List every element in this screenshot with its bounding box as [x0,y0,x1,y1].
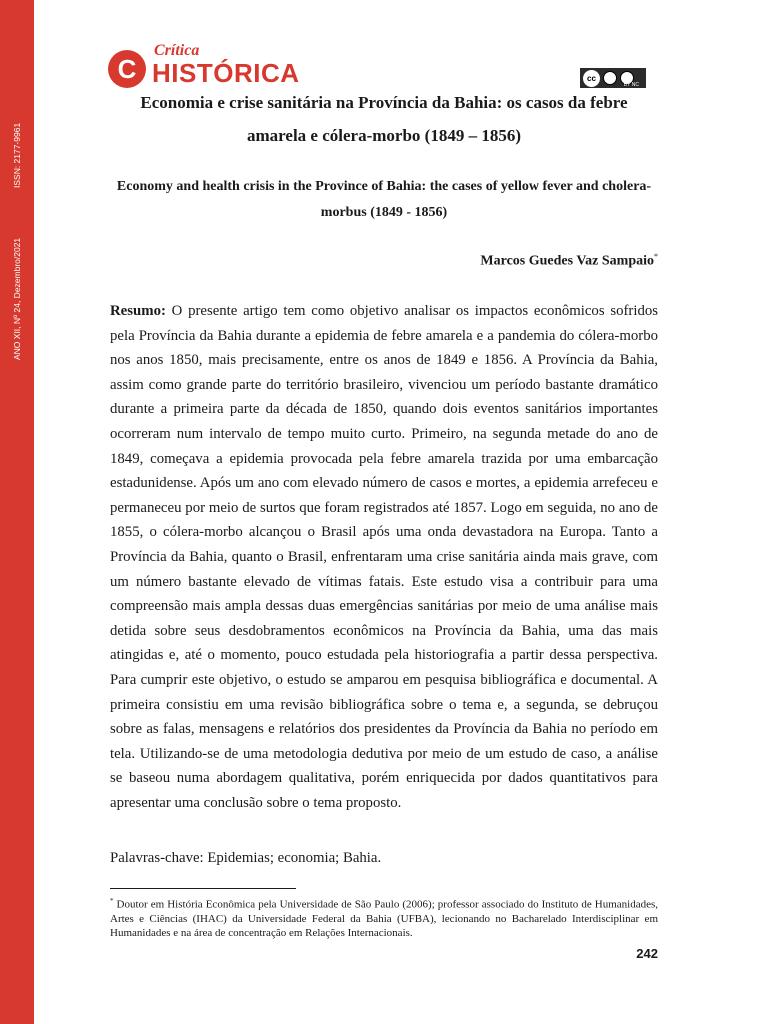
author-name-text: Marcos Guedes Vaz Sampaio [480,253,654,269]
article-title-english: Economy and health crisis in the Province of Bahia: the cases of yellow fever and cholera-morbus (1849 - 1856) [116,179,652,220]
creative-commons-icon [580,68,646,88]
keywords: Palavras-chave: Epidemias; economia; Bahia. [110,850,382,866]
abstract-label: Resumo: [110,303,166,319]
page-number: 242 [636,946,658,961]
abstract [110,299,658,815]
article-title-portuguese: Economia e crise sanitária na Província da Bahia: os casos da febre amarela e cólera-morbo (1849 – 1856) [140,93,628,145]
by-person-icon [603,71,617,85]
author-footnote-mark: * [654,252,658,261]
abstract-text: O presente artigo tem como objetivo analisar os impactos econômicos sofridos pela Província da Bahia durante a epidemia de febre amarela e a pandemia do cólera-morbo nos anos 1850, mais precisamente, entre os anos de 1849 e 1856. A Província da Bahia, assim como grande parte do território brasileiro, vivenciou um período bastante dramático durante a primeira parte da década de 1850, quando dois eventos sanitários importantes ocorreram num intervalo de tempo muito curto. Primeiro, na segunda metade do ano de 1849, começava a epidemia provocada pela febre amarela trazida por uma embarcação estadunidense. Após um ano com elevado número de casos e mortes, a epidemia arrefeceu e permaneceu por meio de surtos que foram registrados até 1857. Logo em seguida, no ano de 1855, o cólera-morbo alcançou o Brasil após uma onda devastadora na Europa. Tanto a Província da Bahia, quanto o Brasil, enfrentaram uma crise sanitária ainda mais grave, com um número bastante elevado de vítimas fatais. Este estudo visa a contribuir para uma compreensão mais ampla dessas duas emergências sanitárias por meio de uma análise mais detida sobre seus desdobramentos econômicos na Província da Bahia, uma das mais atingidas e, até o momento, pouco estudada pela historiografia a partir dessa perspectiva. Para cumprir este objetivo, o estudo se amparou em pesquisa bibliográfica e documental. A primeira consistiu em uma revisão bibliográfica sobre o tema e, a segunda, se debruçou sobre as falas, mensagens e relatórios dos presidentes da Província da Bahia no período em tela. Utilizando-se de uma metodologia dedutiva por meio de um estudo de caso, a análise se baseou numa abordagem qualitativa, porém enriquecida por dados quantitativos para apresentar uma conclusão sobre o tema proposto. [110,303,658,811]
logo-badge-icon: C [108,50,146,88]
author-name [480,252,658,270]
logo-script-text: Crítica [154,42,200,59]
logo-wordmark: HISTÓRICA [152,58,300,88]
cc-circle-icon: cc [583,70,600,87]
journal-logo [108,44,308,88]
journal-sidebar [0,0,34,1024]
issue-label: ANO XII, Nº 24, Dezembro/2021 [12,237,22,360]
issn-label: ISSN: 2177-9961 [12,122,22,188]
footnote-divider [110,888,296,889]
footnote [110,894,658,940]
footnote-text: Doutor em História Econômica pela Universidade de São Paulo (2006); professor associado do Instituto de Humanidades, Artes e Ciências (IHAC) da Universidade Federal da Bahia (UFBA), lecionando no Bacharelado Interdisciplinar em Humanidades e na área de concentração em Relações Internacionais. [110,898,658,939]
cc-badge-label: BY NC [623,82,639,88]
footnote-mark: * [110,897,114,905]
